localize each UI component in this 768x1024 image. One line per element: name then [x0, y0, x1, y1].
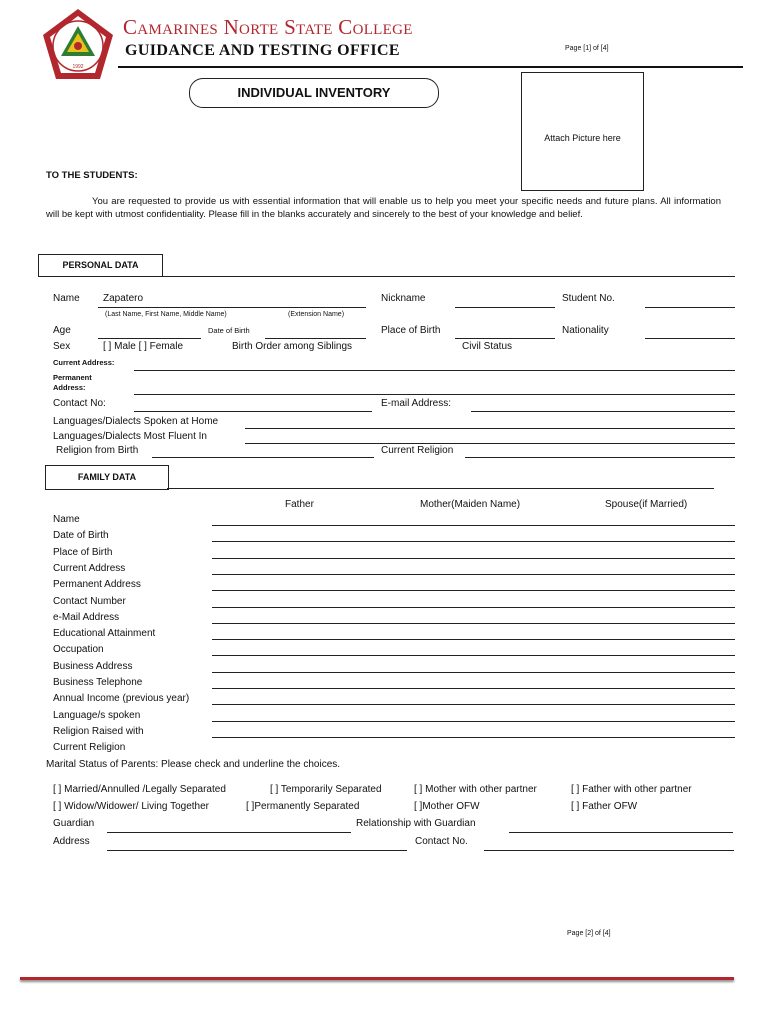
dob-label: Date of Birth — [208, 326, 250, 335]
family-row-label: Business Address — [53, 660, 133, 672]
intro-paragraph — [46, 195, 721, 221]
family-row-label: Name — [53, 514, 80, 525]
personal-section-rule — [161, 276, 735, 277]
permanent-address-label-1: Permanent — [53, 373, 92, 382]
age-line[interactable] — [98, 338, 201, 339]
page-number-top: Page [1] of [4] — [565, 45, 609, 52]
family-row-line[interactable] — [212, 525, 735, 526]
current-religion-label: Current Religion — [381, 445, 454, 456]
marital-option[interactable]: [ ] Married/Annulled /Legally Separated — [53, 784, 226, 795]
family-row-label: Annual Income (previous year) — [53, 693, 190, 705]
family-row-line[interactable] — [212, 737, 735, 738]
footer-rule — [20, 977, 734, 980]
family-row-line[interactable] — [212, 655, 735, 656]
marital-option[interactable]: [ ] Mother with other partner — [414, 784, 537, 795]
pob-label: Place of Birth — [381, 325, 441, 336]
marital-option[interactable]: [ ] Father with other partner — [571, 784, 692, 795]
name-label: Name — [53, 293, 80, 304]
intro-heading: TO THE STUDENTS: — [46, 170, 138, 181]
family-row-label: Educational Attainment — [53, 628, 156, 640]
office-name: GUIDANCE AND TESTING OFFICE — [125, 42, 400, 59]
sex-label: Sex — [53, 341, 71, 352]
col-mother: Mother(Maiden Name) — [420, 499, 521, 510]
nationality-line[interactable] — [645, 338, 735, 339]
marital-option[interactable]: [ ]Mother OFW — [414, 801, 480, 812]
email-line[interactable] — [471, 411, 735, 412]
pob-line[interactable] — [455, 338, 555, 339]
dob-line[interactable] — [265, 338, 366, 339]
family-row-label: Contact Number — [53, 595, 126, 607]
nickname-line[interactable] — [455, 307, 555, 308]
permanent-address-line[interactable] — [134, 394, 735, 395]
family-row-line[interactable] — [212, 704, 735, 705]
family-row-label: Religion Raised with — [53, 725, 144, 737]
email-label: E-mail Address: — [381, 398, 452, 409]
contact-line[interactable] — [134, 411, 372, 412]
photo-label: Attach Picture here — [544, 133, 621, 143]
extension-hint: (Extension Name) — [288, 311, 345, 318]
student-no-line[interactable] — [645, 307, 735, 308]
family-row-label: Current Address — [53, 562, 126, 574]
nationality-label: Nationality — [562, 325, 609, 336]
family-row-label: e-Mail Address — [53, 611, 120, 623]
family-row-line[interactable] — [212, 558, 735, 559]
family-row-line[interactable] — [212, 623, 735, 624]
header-rule — [118, 66, 743, 68]
family-row-line[interactable] — [212, 590, 735, 591]
lang-home-line[interactable] — [245, 428, 735, 429]
current-address-line[interactable] — [134, 370, 735, 371]
personal-data-label: PERSONAL DATA — [38, 254, 163, 277]
college-name: Camarines Norte State College — [123, 15, 413, 39]
family-row-label: Occupation — [53, 644, 104, 656]
family-row-label: Date of Birth — [53, 530, 109, 542]
marital-heading: Marital Status of Parents: Please check and underline the choices. — [46, 759, 341, 770]
student-no-label: Student No. — [562, 293, 615, 304]
marital-option[interactable]: [ ]Permanently Separated — [246, 801, 360, 812]
seal-year: 1992 — [72, 64, 84, 70]
lang-fluent-line[interactable] — [245, 443, 735, 444]
intro-text: You are requested to provide us with essential information that will enable us to help you meet your specific needs and future plans. All information will be kept with utmost confidentiality. Please fill in the blanks accurately and sincerely to the best of your knowledge and belief. — [46, 196, 721, 220]
family-row-label: Place of Birth — [53, 546, 113, 558]
marital-option[interactable]: [ ] Father OFW — [571, 801, 638, 812]
family-row-line[interactable] — [212, 721, 735, 722]
marital-option[interactable]: [ ] Widow/Widower/ Living Together — [53, 801, 209, 812]
sex-options[interactable]: [ ] Male [ ] Female — [103, 341, 184, 352]
lang-home-label: Languages/Dialects Spoken at Home — [53, 416, 219, 427]
name-value[interactable]: Zapatero — [103, 293, 144, 304]
guardian-contact-line[interactable] — [484, 850, 734, 851]
current-address-label: Current Address: — [53, 358, 115, 367]
col-father: Father — [285, 499, 314, 510]
family-row-line[interactable] — [212, 574, 735, 575]
col-spouse: Spouse(if Married) — [605, 499, 688, 510]
form-title: INDIVIDUAL INVENTORY — [189, 78, 439, 108]
contact-label: Contact No: — [53, 398, 106, 409]
family-row-line[interactable] — [212, 541, 735, 542]
page-number-bottom: Page [2] of [4] — [567, 930, 611, 937]
family-row-label: Permanent Address — [53, 579, 141, 591]
guardian-address-line[interactable] — [107, 850, 407, 851]
religion-birth-label: Religion from Birth — [56, 445, 139, 456]
permanent-address-label-2: Address: — [53, 383, 86, 392]
family-data-label: FAMILY DATA — [45, 465, 169, 490]
marital-option[interactable]: [ ] Temporarily Separated — [270, 784, 382, 795]
guardian-contact-label: Contact No. — [415, 836, 468, 847]
lang-fluent-label: Languages/Dialects Most Fluent In — [53, 431, 207, 442]
age-label: Age — [53, 325, 71, 336]
family-section-rule — [167, 488, 714, 489]
family-row-line[interactable] — [212, 672, 735, 673]
family-row-label: Language/s spoken — [53, 709, 141, 721]
family-row-line[interactable] — [212, 639, 735, 640]
relationship-label: Relationship with Guardian — [356, 818, 476, 829]
photo-box[interactable] — [521, 72, 644, 191]
civil-status-label: Civil Status — [462, 341, 513, 352]
birth-order-label: Birth Order among Siblings — [232, 341, 353, 352]
name-line — [98, 307, 366, 308]
nickname-label: Nickname — [381, 293, 426, 304]
guardian-address-label: Address — [53, 836, 90, 847]
current-religion-line[interactable] — [465, 457, 735, 458]
name-hint: (Last Name, First Name, Middle Name) — [105, 311, 227, 318]
religion-birth-line[interactable] — [152, 457, 374, 458]
family-row-label: Business Telephone — [53, 677, 143, 688]
relationship-line[interactable] — [509, 832, 733, 833]
guardian-line[interactable] — [107, 832, 351, 833]
guardian-label: Guardian — [53, 818, 95, 829]
college-seal-logo — [38, 6, 118, 86]
family-row-label: Current Religion — [53, 742, 126, 754]
family-row-line[interactable] — [212, 607, 735, 608]
family-row-line[interactable] — [212, 688, 735, 689]
